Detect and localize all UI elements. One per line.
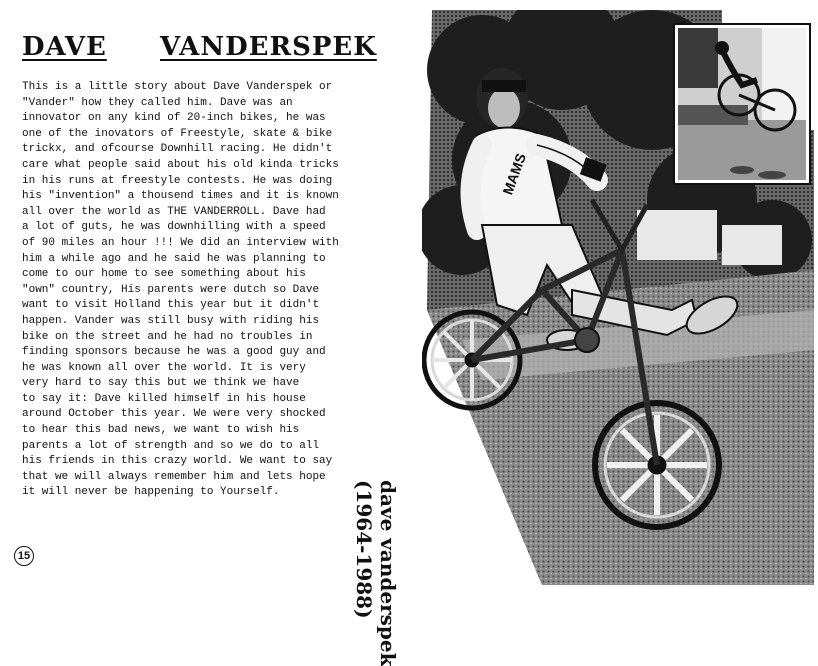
story-line: parents a lot of strength and so we do to all bbox=[22, 439, 320, 452]
story-line: him a while ago and he said he was planning to bbox=[22, 252, 326, 265]
story-line: of 90 miles an hour !!! We did an interview with bbox=[22, 236, 339, 249]
bmx-rider-photo bbox=[422, 10, 814, 585]
caption-name: dave vanderspek bbox=[376, 480, 400, 666]
story-line: that we will always remember him and lets hope bbox=[22, 470, 326, 483]
story-line: in his runs at freestyle contests. He was doing bbox=[22, 174, 333, 187]
story-line: very hard to say this but we think we have bbox=[22, 377, 300, 390]
story-line: happen. Vander was still busy with riding his bbox=[22, 314, 320, 327]
story-line: it will never be happening to Yourself. bbox=[22, 486, 280, 499]
article-title-last: VANDERSPEK bbox=[160, 32, 377, 62]
story-line: all over the world as THE VANDERROLL. Dave had bbox=[22, 205, 326, 218]
article-title-first: DAVE bbox=[22, 32, 107, 62]
story-line: his friends in this crazy world. We want to say bbox=[22, 455, 333, 468]
story-line: come to our home to see something about his bbox=[22, 268, 306, 281]
story-line: his "invention" a thousend times and it is known bbox=[22, 190, 339, 203]
story-line: bike on the street and he had no troubles in bbox=[22, 330, 313, 343]
story-line: he was known all over the world. It is very bbox=[22, 361, 306, 374]
story-line: finding sponsors because he was a good guy and bbox=[22, 346, 326, 359]
story-line: a lot of guts, he was downhilling with a speed bbox=[22, 221, 326, 234]
caption-years: (1964-1988) bbox=[352, 480, 376, 619]
story-line: to hear this bad news, we want to wish his bbox=[22, 424, 300, 437]
story-line: want to visit Holland this year but it didn't bbox=[22, 299, 320, 312]
story-line: one of the inovators of Freestyle, skate & bike bbox=[22, 127, 333, 140]
page-number: 15 bbox=[14, 546, 34, 566]
story-line: trickx, and ofcourse Downhill racing. He didn't bbox=[22, 143, 333, 156]
story-line: "own" country, His parents were dutch so Dave bbox=[22, 283, 320, 296]
inset-photo bbox=[674, 24, 810, 184]
story-line: to say it: Dave killed himself in his house bbox=[22, 392, 306, 405]
story-line: innovator on any kind of 20-inch bikes, he was bbox=[22, 112, 326, 125]
story-line: This is a little story about Dave Vanderspek or bbox=[22, 81, 333, 93]
svg-text:MAMS: MAMS bbox=[499, 151, 530, 197]
story-line: care what people said about his old kinda tricks bbox=[22, 158, 339, 171]
story-line: "Vander" how they called him. Dave was an bbox=[22, 96, 293, 109]
photo-caption bbox=[352, 480, 400, 666]
story-text bbox=[22, 80, 397, 501]
story-line: around October this year. We were very shocked bbox=[22, 408, 326, 421]
